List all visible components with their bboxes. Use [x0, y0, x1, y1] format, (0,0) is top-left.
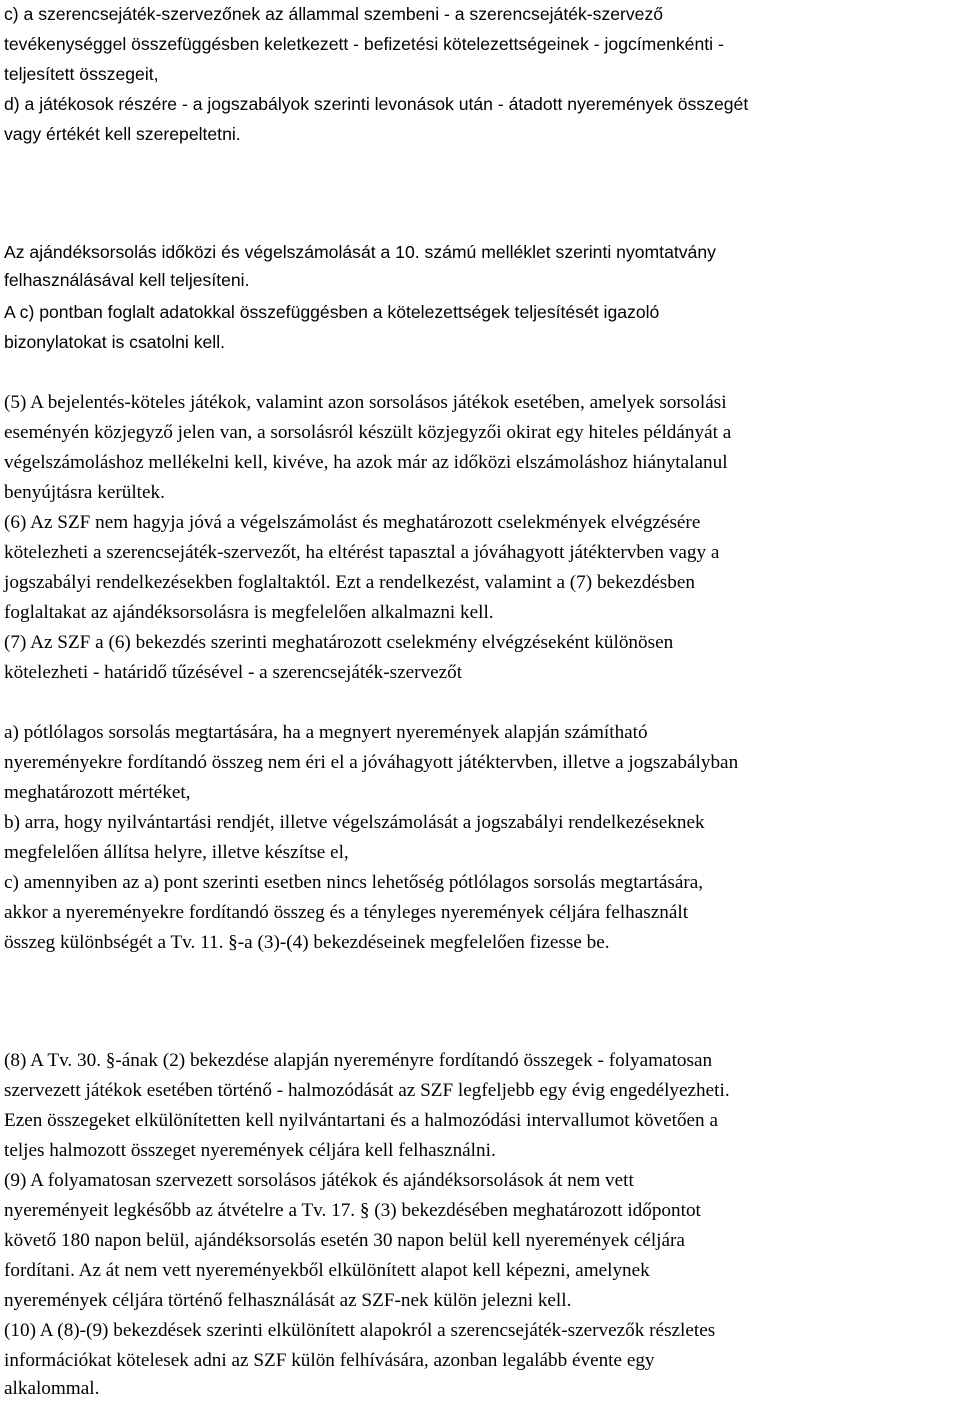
text-line: vagy értékét kell szerepeltetni. [4, 124, 241, 144]
text-line: összeg különbségét a Tv. 11. §-a (3)-(4) bekezdéseinek megfelelően fizesse be. [4, 932, 610, 953]
text-line: eseményén közjegyző jelen van, a sorsolásról készült közjegyzői okirat egy hiteles példányát a [4, 422, 732, 443]
text-line: nyereményekre fordítandó összeg nem éri el a jóváhagyott játéktervben, illetve a jogszabályban [4, 752, 739, 773]
text-line: c) amennyiben az a) pont szerinti esetben nincs lehetőség pótlólagos sorsolás megtartására, [4, 872, 704, 893]
text-line: megfelelően állítsa helyre, illetve készítse el, [4, 842, 349, 863]
text-line: teljesített összegeit, [4, 64, 159, 84]
text-line: d) a játékosok részére - a jogszabályok szerinti levonások után - átadott nyeremények összegét [4, 94, 749, 114]
text-line: (6) Az SZF nem hagyja jóvá a végelszámolást és meghatározott cselekmények elvégzésére [4, 512, 701, 533]
text-line: nyeremények céljára történő felhasználását az SZF-nek külön jelezni kell. [4, 1290, 572, 1311]
text-line: fordítani. Az át nem vett nyereményekből elkülönített alapot kell képezni, amelynek [4, 1260, 650, 1281]
text-line: információkat kötelesek adni az SZF külön felhívására, azonban legalább évente egy [4, 1350, 655, 1371]
text-line: szervezett játékok esetében történő - halmozódását az SZF legfeljebb egy évig engedélyezheti. [4, 1080, 730, 1101]
text-line: alkalommal. [4, 1378, 100, 1399]
text-line: kötelezheti a szerencsejáték-szervezőt, ha eltérést tapasztal a jóváhagyott játéktervben vagy a [4, 542, 720, 563]
text-line: b) arra, hogy nyilvántartási rendjét, illetve végelszámolását a jogszabályi rendelkezéseknek [4, 812, 705, 833]
text-line: foglaltakat az ajándéksorsolásra is megfelelően alkalmazni kell. [4, 602, 494, 623]
text-line: (9) A folyamatosan szervezett sorsolásos játékok és ajándéksorsolások át nem vett [4, 1170, 634, 1191]
text-line: benyújtásra kerültek. [4, 482, 165, 503]
text-line: Ezen összegeket elkülönítetten kell nyilvántartani és a halmozódási intervallumot követően a [4, 1110, 718, 1131]
text-line: A c) pontban foglalt adatokkal összefüggésben a kötelezettségek teljesítését igazoló [4, 302, 660, 322]
text-line: akkor a nyereményekre fordítandó összeg és a tényleges nyeremények céljára felhasznált [4, 902, 689, 923]
text-line: (7) Az SZF a (6) bekezdés szerinti meghatározott cselekmény elvégzéseként különösen [4, 632, 674, 653]
text-line: Az ajándéksorsolás időközi és végelszámolását a 10. számú melléklet szerinti nyomtatvány [4, 242, 716, 262]
text-line: a) pótlólagos sorsolás megtartására, ha a megnyert nyeremények alapján számítható [4, 722, 648, 743]
text-line: felhasználásával kell teljesíteni. [4, 270, 250, 290]
text-line: kötelezheti - határidő tűzésével - a szerencsejáték-szervezőt [4, 662, 463, 683]
text-line: nyereményeit legkésőbb az átvételre a Tv. 17. § (3) bekezdésében meghatározott időpontot [4, 1200, 701, 1221]
text-line: végelszámoláshoz mellékelni kell, kivéve, ha azok már az időközi elszámoláshoz hiánytalanul [4, 452, 728, 473]
text-line: tevékenységgel összefüggésben keletkezett - befizetési kötelezettségeinek - jogcímenkénti - [4, 34, 724, 54]
text-line: követő 180 napon belül, ajándéksorsolás esetén 30 napon belül kell nyeremények céljára [4, 1230, 685, 1251]
text-line: teljes halmozott összeget nyeremények céljára kell felhasználni. [4, 1140, 496, 1161]
text-line: (10) A (8)-(9) bekezdések szerinti elkülönített alapokról a szerencsejáték-szervezők részletes [4, 1320, 716, 1341]
text-line: (8) A Tv. 30. §-ának (2) bekezdése alapján nyereményre fordítandó összegek - folyamatosan [4, 1050, 713, 1071]
text-line: (5) A bejelentés-köteles játékok, valamint azon sorsolásos játékok esetében, amelyek sorsolási [4, 392, 727, 413]
text-line: c) a szerencsejáték-szervezőnek az állammal szembeni - a szerencsejáték-szervező [4, 4, 664, 24]
text-line: jogszabályi rendelkezésekben foglaltaktól. Ezt a rendelkezést, valamint a (7) bekezdésben [4, 572, 695, 593]
text-line: bizonylatokat is csatolni kell. [4, 332, 226, 352]
text-line: meghatározott mértéket, [4, 782, 191, 803]
